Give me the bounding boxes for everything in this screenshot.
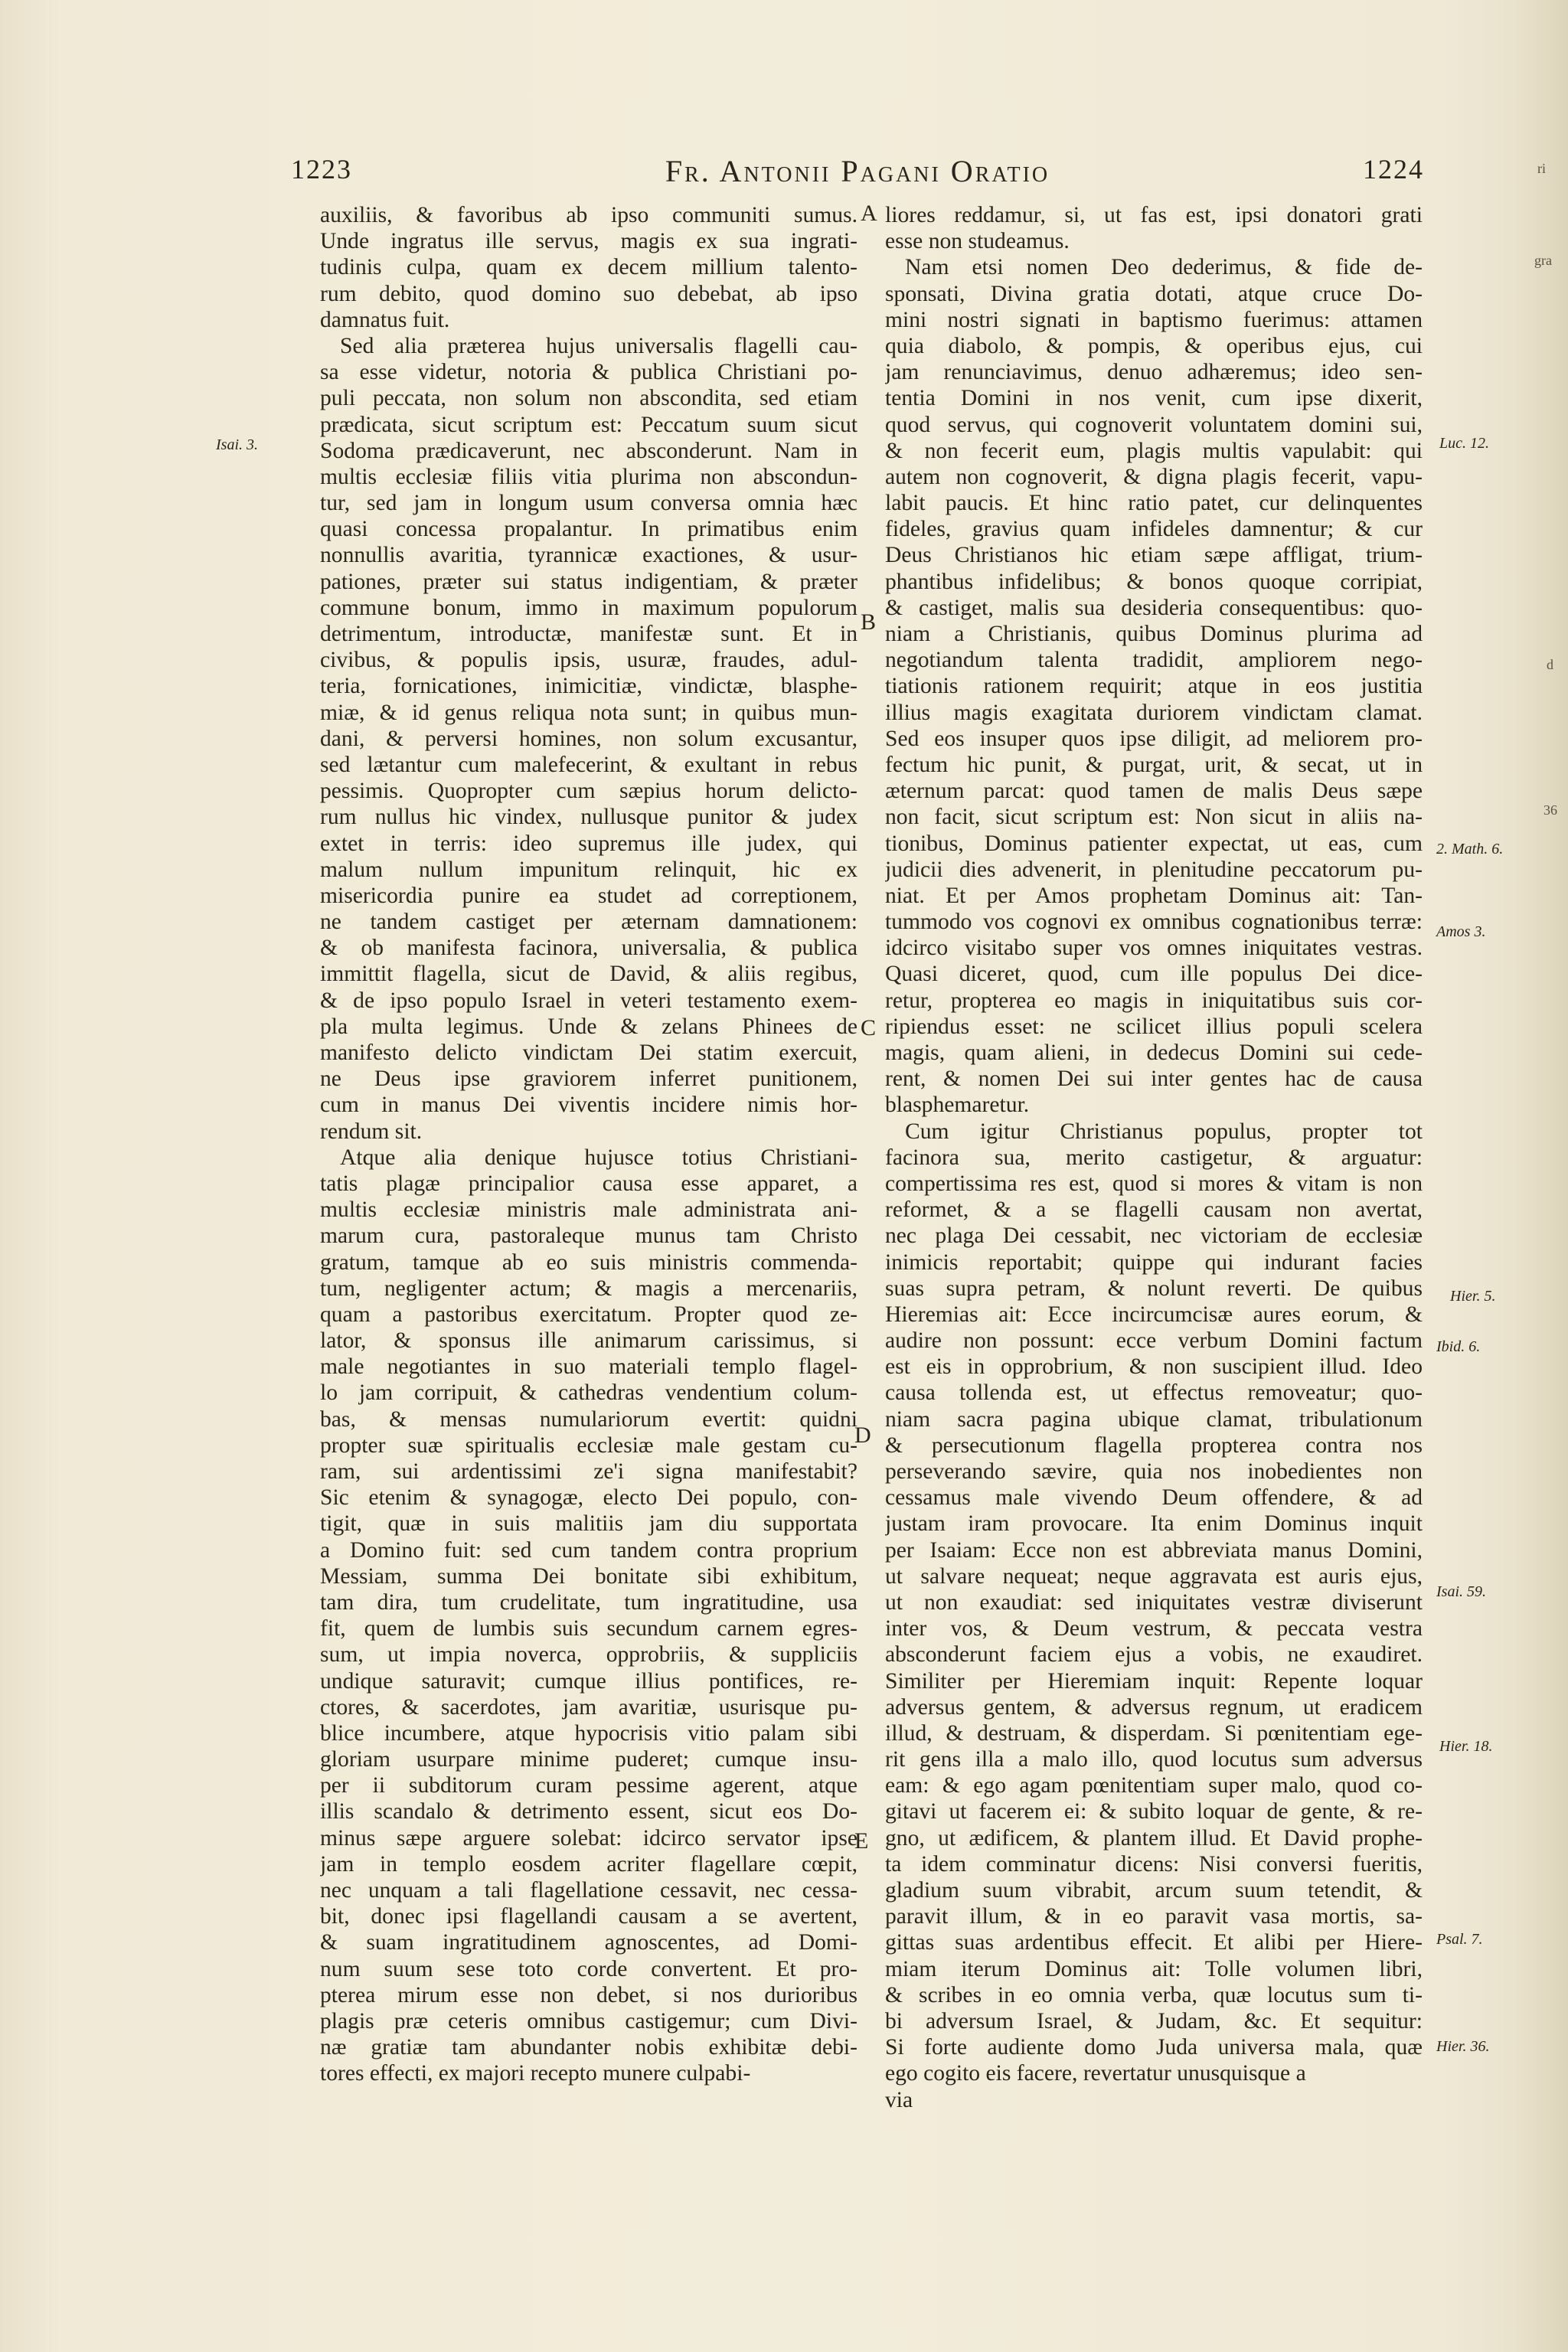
text-line: tummodo vos cognovi ex omnibus cognationibus terræ: <box>885 910 1423 935</box>
text-line: Messiam, summa Dei bonitate sibi exhibitum, <box>320 1563 858 1589</box>
text-line: gladium suum vibrabit, arcum suum tetendit, & <box>885 1878 1423 1903</box>
text-line: & non fecerit eum, plagis multis vapulabit: qui <box>885 438 1423 463</box>
text-line: tudinis culpa, quam ex decem millium talento- <box>320 255 858 280</box>
text-line: nec plaga Dei cessabit, nec victoriam de ecclesiæ <box>885 1223 1423 1249</box>
text-line: ego cogito eis facere, revertatur unusquisque a <box>885 2061 1306 2086</box>
text-line: multis ecclesiæ ministris male administrata ani- <box>320 1197 858 1223</box>
text-line: næ gratiæ tam abundanter nobis exhibitæ debi- <box>320 2035 858 2060</box>
text-line: jam renunciavimus, denuo adhæremus; ideo sen- <box>885 360 1423 385</box>
stray-mark: ri <box>1537 161 1546 176</box>
margin-note-math-6: 2. Math. 6. <box>1436 841 1504 858</box>
text-line: compertissima res est, quod si mores & vitam is non <box>885 1171 1423 1196</box>
text-line: lator, & sponsus ille animarum carissimus, si <box>320 1328 858 1354</box>
section-letter-d: D <box>854 1423 871 1448</box>
running-header <box>291 153 1424 199</box>
margin-note-hier-18: Hier. 18. <box>1439 1738 1493 1755</box>
text-line: tores effecti, ex majori recepto munere culpabi- <box>320 2061 751 2086</box>
margin-note-psal-7: Psal. 7. <box>1436 1931 1483 1948</box>
text-line: miæ, & id genus reliqua nota sunt; in quibus mun- <box>320 700 858 725</box>
text-line: labit paucis. Et hinc ratio patet, cur delinquentes <box>885 491 1423 516</box>
text-line: ram, sui ardentissimi ze'i signa manifestabit? <box>320 1459 858 1484</box>
text-line: facinora sua, merito castigetur, & arguatur: <box>885 1145 1423 1170</box>
text-line: illius magis exagitata duriorem vindictam clamat. <box>885 700 1423 725</box>
text-line: malum nullum impunitum relinquit, hic ex <box>320 857 858 882</box>
text-line: causa tollenda est, ut effectus removeatur; quo- <box>885 1380 1423 1406</box>
text-line: sponsati, Divina gratia dotati, atque cruce Do- <box>885 281 1423 306</box>
left-column <box>320 202 858 2087</box>
text-line: pterea mirum esse non debet, si nos durioribus <box>320 1982 858 2007</box>
section-letter-a: A <box>861 201 877 226</box>
text-line: æternum parcat: quod tamen de malis Deus sæpe <box>885 779 1423 804</box>
text-line: a Domino fuit: sed cum tandem contra proprium <box>320 1537 858 1563</box>
text-line: dani, & perversi homines, non solum excusantur, <box>320 726 858 751</box>
text-line: blasphemaretur. <box>885 1093 1030 1118</box>
text-line: quasi concessa propalantur. In primatibus enim <box>320 517 858 542</box>
text-line: immittit flagella, sicut de David, & aliis regibus, <box>320 962 858 987</box>
text-line: Sed eos insuper quos ipse diligit, ad meliorem pro- <box>885 726 1423 751</box>
page-number-left: 1223 <box>291 154 352 185</box>
text-line: civibus, & populis ipsis, usuræ, fraudes, adul- <box>320 648 858 673</box>
text-line: sum, ut impia noverca, opprobriis, & suppliciis <box>320 1642 858 1668</box>
text-line: damnatus fuit. <box>320 307 450 332</box>
text-line: jam in templo eosdem acriter flagellare cœpit, <box>320 1851 858 1877</box>
text-line: audire non possunt: ecce verbum Domini factum <box>885 1328 1423 1354</box>
text-line: ut salvare nequeat; neque aggravata est auris ejus, <box>885 1563 1423 1589</box>
text-line: judicii dies advenerit, in plenitudine peccatorum pu- <box>885 857 1423 882</box>
text-line: minus sæpe arguere solebat: idcirco servator ipse <box>320 1825 858 1851</box>
text-line: tionibus, Dominus patienter expectat, ut eas, cum <box>885 831 1423 856</box>
text-line: ne tandem castiget per æternam damnationem: <box>320 910 858 935</box>
page-number-right: 1224 <box>1363 154 1424 185</box>
text-line: propter suæ spiritualis ecclesiæ male gestam cu- <box>320 1432 858 1458</box>
text-line: & ob manifesta facinora, universalia, & publica <box>320 936 858 961</box>
text-line: fectum hic punit, & purgat, urit, & secat, ut in <box>885 752 1423 777</box>
margin-note-hier-5: Hier. 5. <box>1450 1288 1496 1305</box>
text-line: gittas suas ardentibus effecit. Et alibi per Hiere- <box>885 1930 1423 1955</box>
text-line: rendum sit. <box>320 1119 423 1144</box>
text-line: Sodoma prædicaverunt, nec absconderunt. Nam in <box>320 438 858 463</box>
text-line: & persecutionum flagella propterea contra nos <box>885 1432 1423 1458</box>
text-line: puli peccata, non solum non abscondita, sed etiam <box>320 386 858 411</box>
text-line: teria, fornicationes, inimicitiæ, vindictæ, blasphe- <box>320 674 858 699</box>
text-line: marum cura, pastoraleque munus tam Christo <box>320 1223 858 1249</box>
text-line: non facit, sicut scriptum est: Non sicut in aliis na- <box>885 805 1423 830</box>
text-line: tam dira, tum crudelitate, tum ingratitudine, usa <box>320 1589 858 1615</box>
text-line: Sic etenim & synagogæ, electo Dei populo, con- <box>320 1485 858 1511</box>
stray-mark: 36 <box>1544 802 1557 818</box>
text-line: num suum sese toto corde convertent. Et pro- <box>320 1956 858 1981</box>
text-line: nec unquam a tali flagellatione cessavit, nec cessa- <box>320 1878 858 1903</box>
text-line: gitavi ut facerem ei: & subito loquar de gente, & re- <box>885 1799 1423 1824</box>
text-line: Cum igitur Christianus populus, propter tot <box>905 1119 1423 1144</box>
text-line: & castiget, malis sua desideria consequentibus: quo- <box>885 595 1423 620</box>
text-line: via <box>885 2087 913 2112</box>
text-line: cum in manus Dei viventis incidere nimis hor- <box>320 1093 858 1118</box>
text-line: Atque alia denique hujusce totius Christiani- <box>340 1145 858 1170</box>
text-line: bas, & mensas numulariorum evertit: quidni <box>320 1406 858 1432</box>
text-line: Similiter per Hieremiam inquit: Repente loquar <box>885 1668 1423 1694</box>
text-line: autem non cognoverit, & digna plagis fecerit, vapu- <box>885 464 1423 489</box>
text-line: quod servus, qui cognoverit voluntatem domini sui, <box>885 412 1423 437</box>
text-line: plagis præ ceteris omnibus castigemur; cum Divi- <box>320 2008 858 2034</box>
right-column <box>885 202 1423 2113</box>
text-line: adversus gentem, & adversus regnum, ut eradicem <box>885 1694 1423 1720</box>
text-line: pationes, præter sui status indigentiam, & præter <box>320 569 858 594</box>
margin-note-luc-12: Luc. 12. <box>1439 435 1489 452</box>
section-letter-b: B <box>861 609 877 635</box>
text-line: misericordia punire ea studet ad correptionem, <box>320 883 858 908</box>
text-line: tentia Domini in nos venit, cum ipse dixerit, <box>885 386 1423 411</box>
text-line: Unde ingratus ille servus, magis ex sua ingrati- <box>320 229 858 254</box>
text-line: sa esse videtur, notoria & publica Christiani po- <box>320 360 858 385</box>
text-line: fideles, gravius quam infideles damnentur; & cur <box>885 517 1423 542</box>
text-line: eam: & ego agam pœnitentiam super malo, quod co- <box>885 1773 1423 1798</box>
section-letter-e: E <box>854 1828 869 1854</box>
text-line: rum nullus hic vindex, nullusque punitor & judex <box>320 805 858 830</box>
text-line: tiationis rationem requirit; atque in eos justitia <box>885 674 1423 699</box>
text-line: ne Deus ipse graviorem inferret punitionem, <box>320 1067 858 1092</box>
text-line: niat. Et per Amos prophetam Dominus ait: Tan- <box>885 883 1423 908</box>
text-line: & scribes in eo omnia verba, quæ locutus sum ti- <box>885 1982 1423 2007</box>
text-line: ripiendus esset: ne scilicet illius populi scelera <box>885 1014 1423 1039</box>
margin-note-hier-36: Hier. 36. <box>1436 2038 1490 2055</box>
text-line: inter vos, & Deum vestrum, & peccata vestra <box>885 1616 1423 1642</box>
text-line: per ii subditorum curam pessime agerent, atque <box>320 1773 858 1798</box>
text-line: perseverando sævire, quia nos inobedientes non <box>885 1459 1423 1484</box>
text-line: rent, & nomen Dei sui inter gentes hac de causa <box>885 1067 1423 1092</box>
text-line: rum debito, quod domino suo debebat, ab ipso <box>320 281 858 306</box>
text-line: auxiliis, & favoribus ab ipso communiti sumus. <box>320 203 858 227</box>
text-line: quam a pastoribus exercitatum. Propter quod ze- <box>320 1302 858 1327</box>
text-line: negotiandum talenta tradidit, ampliorem nego- <box>885 648 1423 673</box>
text-line: reformet, & a se flagelli causam non avertat, <box>885 1197 1423 1223</box>
section-letter-c: C <box>861 1015 877 1040</box>
text-line: esse non studeamus. <box>885 229 1070 254</box>
text-line: suas supra petram, & nolunt reverti. De quibus <box>885 1276 1423 1301</box>
text-line: Deus Christianos hic etiam sæpe affligat, trium- <box>885 543 1423 568</box>
text-line: lo jam corripuit, & cathedras vendentium colum- <box>320 1380 858 1406</box>
text-line: est eis in opprobrium, & non suscipient illud. Ideo <box>885 1354 1423 1380</box>
text-line: per Isaiam: Ecce non est abbreviata manus Domini, <box>885 1537 1423 1563</box>
text-line: fit, quem de lumbis suis secundum carnem egres- <box>320 1616 858 1642</box>
text-line: gloriam usurpare minime puderet; cumque insu- <box>320 1747 858 1772</box>
text-line: Sed alia præterea hujus universalis flagelli cau- <box>340 333 858 358</box>
margin-note-amos-3: Amos 3. <box>1436 923 1486 940</box>
text-line: mini nostri signati in baptismo fuerimus: attamen <box>885 307 1423 332</box>
text-line: nonnullis avaritia, tyrannicæ exactiones, & usur- <box>320 543 858 568</box>
text-line: manifesto delicto vindictam Dei statim exercuit, <box>320 1040 858 1065</box>
text-line: tatis plagæ principalior causa esse apparet, a <box>320 1171 858 1196</box>
margin-note-isai-3: Isai. 3. <box>216 436 258 453</box>
text-line: blice incumbere, atque hypocrisis vitio palam sibi <box>320 1720 858 1746</box>
text-line: tur, sed jam in longum usum conversa omnia hæc <box>320 491 858 516</box>
text-line: miam iterum Dominus ait: Tolle volumen libri, <box>885 1956 1423 1981</box>
text-line: bi adversum Israel, & Judam, &c. Et sequitur: <box>885 2008 1423 2034</box>
text-line: gno, ut ædificem, & plantem illud. Et David prophe- <box>885 1825 1423 1851</box>
text-line: extet in terris: ideo supremus ille judex, qui <box>320 831 858 856</box>
text-line: phantibus infidelibus; & bonos quoque corripiat, <box>885 569 1423 594</box>
text-line: ut non exaudiat: sed iniquitates vestræ diviserunt <box>885 1589 1423 1615</box>
text-line: ctores, & sacerdotes, jam avaritiæ, usurisque pu- <box>320 1694 858 1720</box>
stray-mark: gra <box>1534 253 1552 268</box>
text-line: illud, & destruam, & disperdam. Si pœnitentiam ege- <box>885 1720 1423 1746</box>
text-line: commune bonum, immo in maximum populorum <box>320 595 858 620</box>
text-line: & suam ingratitudinem agnoscentes, ad Domi- <box>320 1930 858 1955</box>
text-line: detrimentum, introductæ, manifestæ sunt. Et in <box>320 622 858 646</box>
text-line: undique saturavit; cumque illius pontifices, re- <box>320 1668 858 1694</box>
text-line: pla multa legimus. Unde & zelans Phinees de <box>320 1014 858 1039</box>
text-line: inimicis reportabit; quippe qui indurant facies <box>885 1250 1423 1275</box>
text-line: illis scandalo & detrimento essent, sicut eos Do- <box>320 1799 858 1824</box>
text-line: liores reddamur, si, ut fas est, ipsi donatori grati <box>885 203 1423 227</box>
stray-mark: d <box>1547 657 1553 672</box>
text-line: Quasi diceret, quod, cum ille populus Dei dice- <box>885 962 1423 987</box>
text-line: ta idem comminatur dicens: Nisi conversi fueritis, <box>885 1851 1423 1877</box>
text-line: prædicata, sicut scriptum est: Peccatum suum sicut <box>320 412 858 437</box>
text-line: paravit illum, & in eo paravit vasa mortis, sa- <box>885 1904 1423 1929</box>
text-line: multis ecclesiæ filiis vitia plurima non abscondun- <box>320 464 858 489</box>
text-line: niam a Christianis, quibus Dominus plurima ad <box>885 622 1423 646</box>
running-title: Fr. Antonii Pagani Oratio <box>665 154 1050 188</box>
text-line: pessimis. Quopropter cum sæpius horum delicto- <box>320 779 858 804</box>
text-line: & de ipso populo Israel in veteri testamento exem- <box>320 988 858 1013</box>
page-edge <box>1522 0 1568 2352</box>
text-line: sed lætantur cum malefecerint, & exultant in rebus <box>320 752 858 777</box>
text-line: gratum, tamque ab eo suis ministris commenda- <box>320 1250 858 1275</box>
text-line: Nam etsi nomen Deo dederimus, & fide de- <box>905 255 1423 280</box>
text-line: rit gens illa a malo illo, quod locutus sum adversus <box>885 1747 1423 1772</box>
text-line: absconderunt faciem ejus a vobis, ne exaudiret. <box>885 1642 1423 1668</box>
text-line: idcirco visitabo super vos omnes iniquitates vestras. <box>885 936 1423 961</box>
text-line: justam iram provocare. Ita enim Dominus inquit <box>885 1511 1423 1537</box>
margin-note-ibid-6: Ibid. 6. <box>1436 1338 1481 1355</box>
text-line: Si forte audiente domo Juda universa mala, quæ <box>885 2035 1423 2060</box>
text-line: male negotiantes in suo materiali templo flagel- <box>320 1354 858 1380</box>
text-line: bit, donec ipsi flagellandi causam a se avertent, <box>320 1904 858 1929</box>
text-line: quia diabolo, & pompis, & operibus ejus, cui <box>885 333 1423 358</box>
text-line: niam sacra pagina ubique clamat, tribulationum <box>885 1406 1423 1432</box>
text-line: tum, negligenter actum; & magis a mercenariis, <box>320 1276 858 1301</box>
text-line: magis, quam alieni, in dedecus Domini sui cede- <box>885 1040 1423 1065</box>
margin-note-isai-59: Isai. 59. <box>1436 1583 1486 1600</box>
text-line: cessamus male vivendo Deum offendere, & ad <box>885 1485 1423 1511</box>
text-line: retur, propterea eo magis in iniquitatibus suis cor- <box>885 988 1423 1013</box>
text-line: Hieremias ait: Ecce incircumcisæ aures eorum, & <box>885 1302 1423 1327</box>
text-line: tigit, quæ in suis malitiis jam diu supportata <box>320 1511 858 1537</box>
